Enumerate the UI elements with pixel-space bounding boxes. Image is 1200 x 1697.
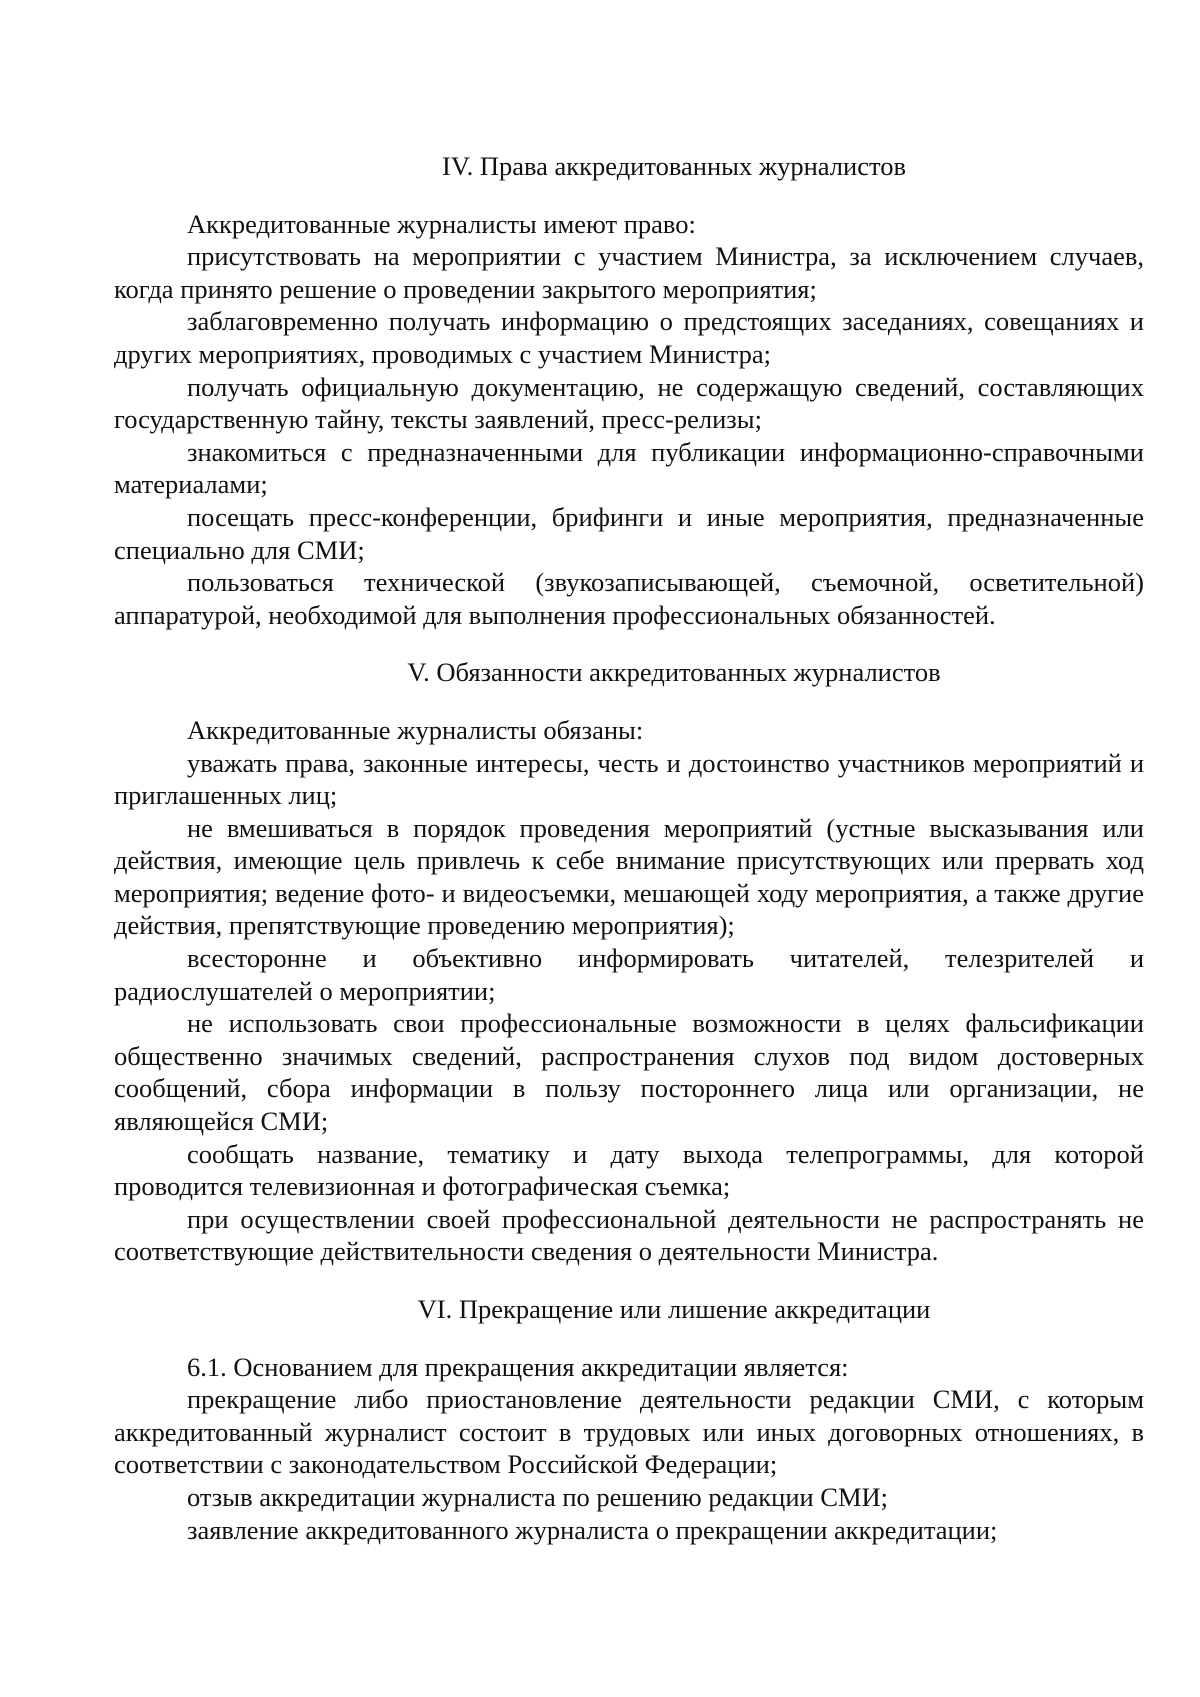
paragraph: Аккредитованные журналисты имеют право: xyxy=(187,208,696,239)
paragraph: Аккредитованные журналисты обязаны: xyxy=(187,714,644,745)
paragraph: знакомиться с предназначенными для публикации информационно-справочными материалами; xyxy=(114,436,1144,500)
section-heading: VI. Прекращение или лишение аккредитации xyxy=(417,1294,931,1324)
paragraph: сообщать название, тематику и дату выхода телепрограммы, для которой проводится телевизионная и фотографическая съемка; xyxy=(114,1138,1144,1202)
paragraph: не использовать свои профессиональные возможности в целях фальсификации общественно значимых сведений, распространения слухов под видом достоверных сообщений, сбора информации в пользу постороннего лица или организации, не являющейся СМИ; xyxy=(114,1008,1144,1137)
section-duties xyxy=(114,656,1144,1268)
paragraph: отзыв аккредитации журналиста по решению редакции СМИ; xyxy=(187,1481,889,1512)
paragraph: заблаговременно получать информацию о предстоящих заседаниях, совещаниях и других мероприятиях, проводимых с участием Министра; xyxy=(114,306,1144,369)
paragraph: прекращение либо приостановление деятельности редакции СМИ, с которым аккредитованный журналист состоит в трудовых или иных договорных отношениях, в соответствии с законодательством Российской Федерации; xyxy=(114,1384,1144,1480)
section-rights xyxy=(114,150,1144,631)
paragraph: получать официальную документацию, не содержащую сведений, составляющих государственную тайну, тексты заявлений, пресс-релизы; xyxy=(114,371,1144,435)
section-heading: V. Обязанности аккредитованных журналистов xyxy=(407,657,941,688)
section-heading: IV. Права аккредитованных журналистов xyxy=(442,151,906,181)
paragraph: не вмешиваться в порядок проведения мероприятий (устные высказывания или действия, имеющие цель привлечь к себе внимание присутствующих или прервать ход мероприятия; ведение фото- и видеосъемки, мешающей ходу мероприятия, а также другие действия, препятствующие проведению мероприятия); xyxy=(114,812,1144,941)
paragraph: 6.1. Основанием для прекращения аккредитации является: xyxy=(187,1351,849,1382)
section-paragraphs xyxy=(114,714,1144,1268)
paragraph: при осуществлении своей профессиональной деятельности не распространять не соответствующие действительности сведения о деятельности Министра. xyxy=(114,1203,1144,1267)
document-body xyxy=(114,150,1144,1546)
paragraph: пользоваться технической (звукозаписывающей, съемочной, осветительной) аппаратурой, необходимой для выполнения профессиональных обязанностей. xyxy=(114,567,1144,630)
paragraph: всесторонне и объективно информировать читателей, телезрителей и радиослушателей о мероприятии; xyxy=(114,943,1144,1006)
section-termination xyxy=(114,1293,1144,1546)
section-paragraphs xyxy=(114,1351,1144,1547)
paragraph: посещать пресс-конференции, брифинги и иные мероприятия, предназначенные специально для СМИ; xyxy=(114,501,1144,565)
paragraph: заявление аккредитованного журналиста о прекращении аккредитации; xyxy=(187,1514,998,1545)
paragraph: уважать права, законные интересы, честь и достоинство участников мероприятий и приглашенных лиц; xyxy=(114,747,1144,811)
section-paragraphs xyxy=(114,208,1144,632)
paragraph: присутствовать на мероприятии с участием Министра, за исключением случаев, когда принято решение о проведении закрытого мероприятия; xyxy=(114,241,1144,304)
